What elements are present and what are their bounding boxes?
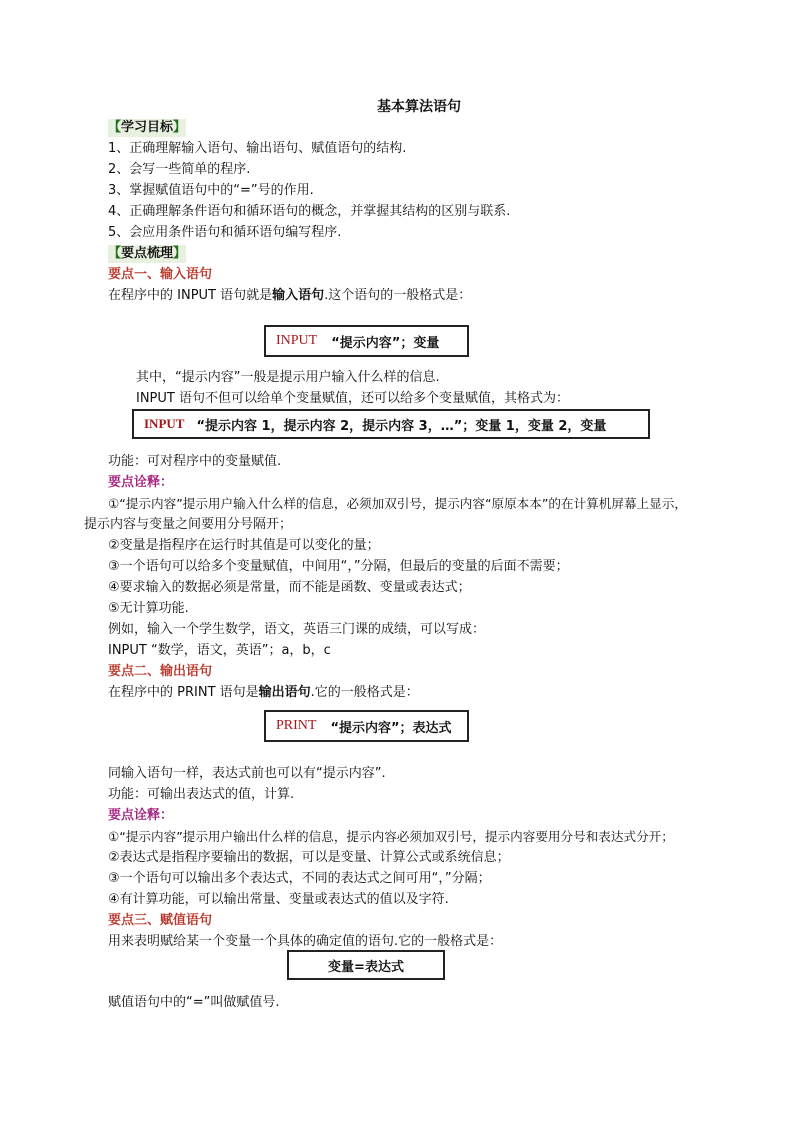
section1-line3: INPUT 语句不但可以给单个变量赋值，还可以给多个变量赋值，其格式为：	[136, 391, 569, 406]
print-format-text: “提示内容”；表达式	[330, 720, 452, 736]
section1-note: ①“提示内容”提示用户输入什么样的信息，必须加双引号，提示内容“原原本本”的在计算机屏幕上显示，	[108, 496, 687, 511]
section1-note: ④要求输入的数据必须是常量，而不能是函数、变量或表达式；	[108, 580, 471, 595]
goals-heading-open: 【	[108, 120, 122, 135]
section1-note: ⑤无计算功能.	[108, 601, 189, 616]
section2-intro-bold: 输出语句	[258, 685, 311, 700]
input-multi-format-box	[132, 409, 650, 439]
input-multi-format-text: “提示内容 1，提示内容 2，提示内容 3，…”；变量 1，变量 2，变量	[196, 418, 607, 434]
input-format-box	[264, 325, 469, 357]
summary-heading	[108, 245, 186, 263]
section2-note: ②表达式是指程序要输出的数据，可以是变量、计算公式或系统信息；	[108, 850, 510, 865]
section1-function: 功能：可对程序中的变量赋值.	[108, 454, 282, 469]
section1-note-heading: 要点诠释：	[108, 475, 174, 490]
section3-line2: 赋值语句中的“=”叫做赋值号.	[108, 995, 280, 1010]
assign-format-box	[287, 950, 445, 980]
print-keyword: PRINT	[276, 718, 317, 733]
section1-note: ③一个语句可以给多个变量赋值，中间用“，”分隔，但最后的变量的后面不需要；	[108, 559, 569, 574]
section1-example: 例如，输入一个学生数学，语文，英语三门课的成绩，可以写成：	[108, 622, 486, 637]
section1-intro-post: .这个语句的一般格式是：	[324, 288, 472, 303]
section1-heading: 要点一、输入语句	[108, 267, 213, 282]
goal-item: 2、会写一些简单的程序.	[108, 162, 251, 177]
section2-intro-pre: 在程序中的 PRINT 语句是	[108, 685, 259, 700]
section1-intro-bold: 输入语句	[272, 288, 325, 303]
section2-note: ①“提示内容”提示用户输出什么样的信息，提示内容必须加双引号，提示内容要用分号和表达式分开；	[108, 829, 674, 844]
section2-function: 功能：可输出表达式的值，计算.	[108, 787, 295, 802]
goals-heading-text: 学习目标	[121, 120, 174, 135]
section1-line2: 其中，“提示内容”一般是提示用户输入什么样的信息.	[136, 370, 440, 385]
section2-note: ③一个语句可以输出多个表达式，不同的表达式之间可用“，”分隔；	[108, 871, 491, 886]
section2-intro	[108, 684, 419, 702]
section1-intro	[108, 287, 471, 305]
section2-note: ④有计算功能，可以输出常量、变量或表达式的值以及字符.	[108, 892, 449, 907]
summary-heading-text: 要点梳理	[121, 246, 174, 261]
section1-intro-pre: 在程序中的 INPUT 语句就是	[108, 288, 273, 303]
input-keyword: INPUT	[144, 416, 185, 431]
summary-heading-close: 】	[173, 246, 187, 261]
section1-note: 提示内容与变量之间要用分号隔开；	[84, 517, 293, 532]
goals-heading-close: 】	[173, 120, 187, 135]
section1-example-code: INPUT “数学，语文，英语”；a，b，c	[108, 643, 331, 658]
section2-heading: 要点二、输出语句	[108, 664, 213, 679]
goal-item: 3、掌握赋值语句中的“=”号的作用.	[108, 183, 314, 198]
goals-heading	[108, 119, 186, 137]
section1-note: ②变量是指程序在运行时其值是可以变化的量；	[108, 538, 380, 553]
section2-intro-post: .它的一般格式是：	[310, 685, 419, 700]
input-format-text: “提示内容”；变量	[331, 335, 440, 351]
section3-intro: 用来表明赋给某一个变量一个具体的确定值的语句.它的一般格式是：	[108, 934, 503, 949]
summary-heading-open: 【	[108, 246, 122, 261]
input-keyword: INPUT	[276, 333, 318, 348]
print-format-box	[264, 710, 469, 742]
section2-line2: 同输入语句一样，表达式前也可以有“提示内容”.	[108, 766, 386, 781]
section3-heading: 要点三、赋值语句	[108, 913, 213, 928]
goal-item: 5、会应用条件语句和循环语句编写程序.	[108, 225, 342, 240]
goal-item: 1、正确理解输入语句、输出语句、赋值语句的结构.	[108, 141, 407, 156]
goal-item: 4、正确理解条件语句和循环语句的概念，并掌握其结构的区别与联系.	[108, 204, 511, 219]
section2-note-heading: 要点诠释：	[108, 808, 174, 823]
page-title: 基本算法语句	[377, 99, 461, 115]
assign-format-text: 变量=表达式	[328, 959, 404, 975]
